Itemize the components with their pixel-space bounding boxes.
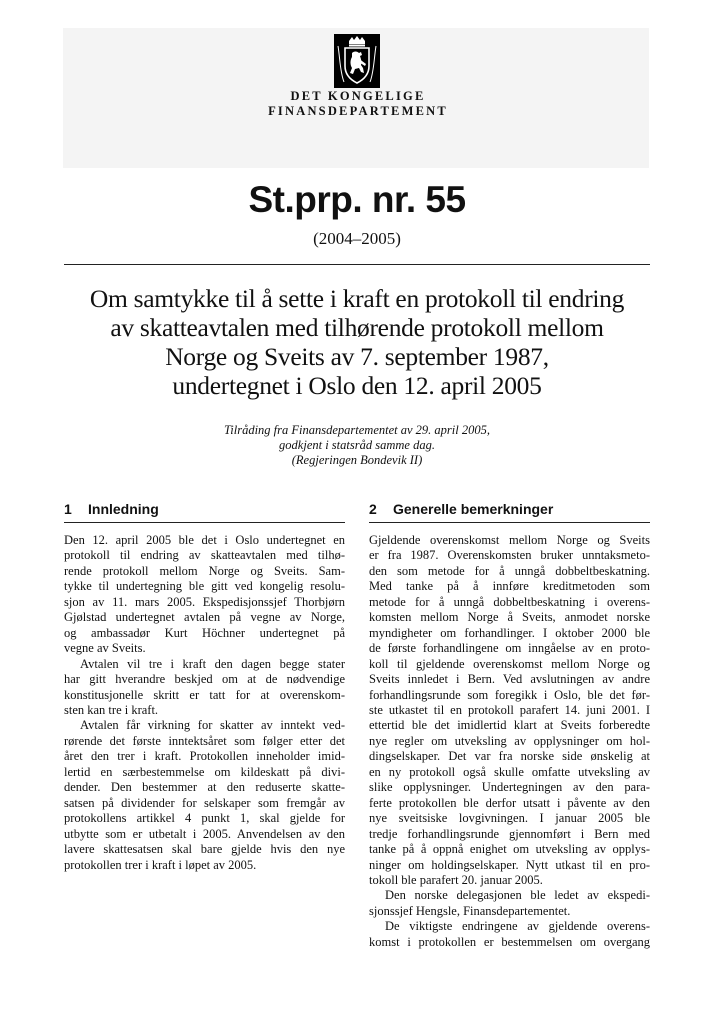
text-line: protokollens artikkel 4 punkt 1, skal gjelde for: [64, 811, 345, 826]
text-line: sten kan tre i kraft.: [64, 702, 159, 717]
ministry-name: [200, 89, 516, 119]
text-line: koll til gjeldende overenskomst mellom Norge og: [369, 656, 650, 671]
text-line: ste utkastet til en protokoll parafert 14. juni 2001. I: [369, 702, 650, 717]
title-divider: [64, 264, 650, 265]
text-line: rørende det første inntektsåret som følger etter det: [64, 733, 345, 748]
text-line: lertid en særbestemmelse om kildeskatt på divi-: [64, 764, 345, 779]
text-line: sjonssjef Hengsle, Finansdepartementet.: [369, 903, 571, 918]
text-line: ninger om holdingselskaper. Nytt utkast til en pro-: [369, 857, 650, 872]
section-innledning: [64, 500, 345, 873]
ministry-line-2: FINANSDEPARTEMENT: [268, 104, 448, 118]
text-line: en ny protokoll også skulle omfatte utveksling av: [369, 764, 650, 779]
text-line: Avtalen vil tre i kraft den dagen begge stater: [80, 656, 345, 671]
submission-line: Tilråding fra Finansdepartementet av 29. april 2005,: [224, 423, 490, 437]
text-line: metode for å unngå dobbeltbeskatning i overens-: [369, 594, 650, 609]
text-line: ferte protokollen ble derfor utsatt i påvente av den: [369, 795, 650, 810]
text-line: året den trer i kraft. Protokollen inneholder imid-: [64, 749, 345, 764]
text-line: De viktigste endringene av gjeldende overens-: [385, 919, 650, 934]
text-line: komsten mellom Norge å Sveits, anmodet norske: [369, 610, 650, 625]
text-line: forhandlingsrunde som foregikk i Oslo, ble det før-: [369, 687, 650, 702]
section-heading: [64, 500, 345, 523]
title-line: Om samtykke til å sette i kraft en protokoll til endring: [89, 284, 625, 313]
title-line: av skatteavtalen med tilhørende protokoll mellom: [110, 313, 604, 342]
document-number: St.prp. nr. 55: [248, 179, 466, 220]
ministry-line-1: DET KONGELIGE: [290, 89, 426, 103]
text-line: rende protokoll mellom Norge og Sveits. Sam-: [64, 563, 345, 578]
text-line: Gjeldende overenskomst mellom Norge og Sveits: [369, 533, 650, 547]
text-line: dingselskaper. Det var fra norske side ønskelig at: [369, 749, 650, 764]
text-line: tokoll ble parafert 20. januar 2005.: [369, 872, 543, 887]
submission-line: godkjent i statsråd samme dag.: [279, 438, 435, 452]
text-line: Avtalen får virkning for skatter av inntekt ved-: [80, 718, 345, 733]
text-line: komst i protokollen er bestemmelsen om overgang: [369, 934, 650, 949]
text-line: Gjølstad undertegnet avtalen på vegne av Norge,: [64, 610, 345, 625]
section-title: Generelle bemerkninger: [393, 501, 554, 517]
section-title: Innledning: [88, 501, 159, 517]
text-line: har gitt hverandre beskjed om at de nødvendige: [64, 672, 345, 687]
text-line: nye sveitsiske lovgivningen. I januar 2005 ble: [369, 811, 650, 826]
text-line: protokollen trer i kraft i løpet av 2005.: [64, 857, 257, 872]
text-line: sjon av 11. mars 2005. Ekspedisjonssjef Thorbjørn: [64, 594, 345, 609]
norwegian-coat-of-arms-icon: [334, 34, 380, 88]
title-line: undertegnet i Oslo den 12. april 2005: [172, 371, 542, 400]
text-line: protokoll til endring av skatteavtalen med tilhø-: [64, 548, 345, 563]
submission-note: [150, 423, 564, 468]
text-line: myndigheter om forhandlinger. I oktober 2000 ble: [369, 625, 650, 640]
session-years: (2004–2005): [313, 229, 401, 248]
text-line: den som metode for å unngå dobbeltbeskatning.: [369, 563, 650, 578]
text-line: dender. Den bestemmer at den reduserte skatte-: [64, 780, 345, 795]
text-line: tykke til undertegning ble gitt ved kongelig resolu-: [64, 579, 345, 594]
text-line: Den norske delegasjonen ble ledet av ekspedi-: [385, 888, 650, 903]
submission-line: (Regjeringen Bondevik II): [291, 453, 423, 467]
text-line: de første forhandlingene om inngåelse av en proto-: [369, 641, 650, 656]
text-line: vegne av Sveits.: [64, 641, 146, 656]
text-line: utbytte som er utbetalt i 2005. Anvendelsen av den: [64, 826, 345, 841]
title-line: Norge og Sveits av 7. september 1987,: [165, 342, 549, 371]
text-line: ettertid ble det imidlertid klart at Sveits forberedte: [369, 718, 650, 733]
text-line: konstitusjonelle skritt er tatt for at overenskom-: [64, 687, 345, 702]
text-line: Med tanke på å innføre kreditmetoden som: [369, 579, 650, 594]
text-line: slike opplysninger. Undertegningen av den para-: [369, 780, 650, 795]
section-number: 2: [369, 501, 377, 517]
text-line: Sveits innledet i Bern. Ved avslutningen av andre: [369, 672, 650, 687]
text-line: nye regler om utveksling av opplysninger om hol-: [369, 733, 650, 748]
text-line: Den 12. april 2005 ble det i Oslo undertegnet en: [64, 533, 345, 547]
text-line: tredje forhandlingsrunde gjennomført i Bern med: [369, 826, 650, 841]
text-line: og ambassadør Kurt Höchner undertegnet på: [64, 625, 345, 640]
text-line: satsen på dividender for selskaper som fremgår av: [64, 795, 345, 810]
section-heading: [369, 500, 650, 523]
text-line: er fra 1987. Overenskomsten bruker unntaksmeto-: [369, 548, 650, 563]
section-generelle-bemerkninger: [369, 500, 650, 950]
section-number: 1: [64, 501, 72, 517]
text-line: lavere skattesatsen skal bare gjelde hvis den nye: [64, 842, 345, 857]
document-title: [40, 284, 674, 400]
text-line: tanke på å oppnå enighet om utveksling av opplys-: [369, 842, 650, 857]
